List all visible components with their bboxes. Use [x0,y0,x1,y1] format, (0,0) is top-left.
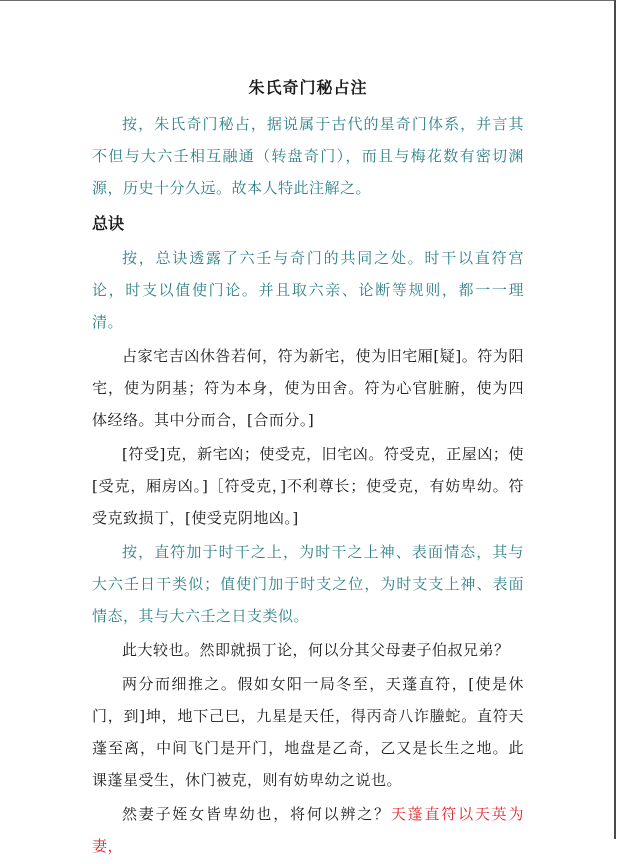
last-paragraph-highlight-text: 天蓬直符以天英为妻， [92,805,524,855]
body-paragraph-2: [符受]克，新宅凶；使受克，旧宅凶。符受克，正屋凶；使[受克，厢房凶。]［符受克，]不利尊长；使受克，有妨卑幼。符受克致损丁，[使受克阴地凶。] [92,445,524,527]
last-paragraph-normal-text: 然妻子姪女皆卑幼也，将何以辨之？ [122,805,391,823]
intro-note-paragraph: 按，朱氏奇门秘占，据说属于古代的星奇门体系，并言其不但与大六壬相互融通（转盘奇门），而且与梅花数有密切渊源，历史十分久远。故本人特此注解之。 [92,115,524,197]
note-paragraph-2: 按，直符加于时干之上，为时干之上神、表面情态，其与大六壬日干类似；值使门加于时支之位，为时支支上神、表面情态，其与大六壬之日支类似。 [92,543,524,625]
section-heading: 总诀 [92,214,125,233]
page-top-border [0,0,614,1]
body-paragraph-5 [92,798,524,862]
document-title: 朱氏奇门秘占注 [248,78,368,97]
body-paragraph-4: 两分而细推之。假如女阳一局冬至，天蓬直符，[使是休门，到]坤，地下己巳，九星是天任，得丙奇八诈螣蛇。直符天蓬至离，中间飞门是开门，地盘是乙奇，乙又是长生之地。此课蓬星受生，休门被克，则有妨卑幼之说也。 [92,675,524,789]
page-right-border [614,0,616,839]
body-paragraph-3: 此大较也。然即就损丁论，何以分其父母妻子伯叔兄弟？ [122,641,510,659]
document-body [92,74,524,864]
note-paragraph-1: 按，总诀透露了六壬与奇门的共同之处。时干以直符宫论，时支以值使门论。并且取六亲、论断等规则，都一一理清。 [92,249,524,331]
body-paragraph-1: 占家宅吉凶休咎若何，符为新宅，使为旧宅厢[疑]。符为阳宅，使为阴基；符为本身，使为田舍。符为心官脏腑，使为四体经络。其中分而合，[合而分。] [92,347,524,429]
